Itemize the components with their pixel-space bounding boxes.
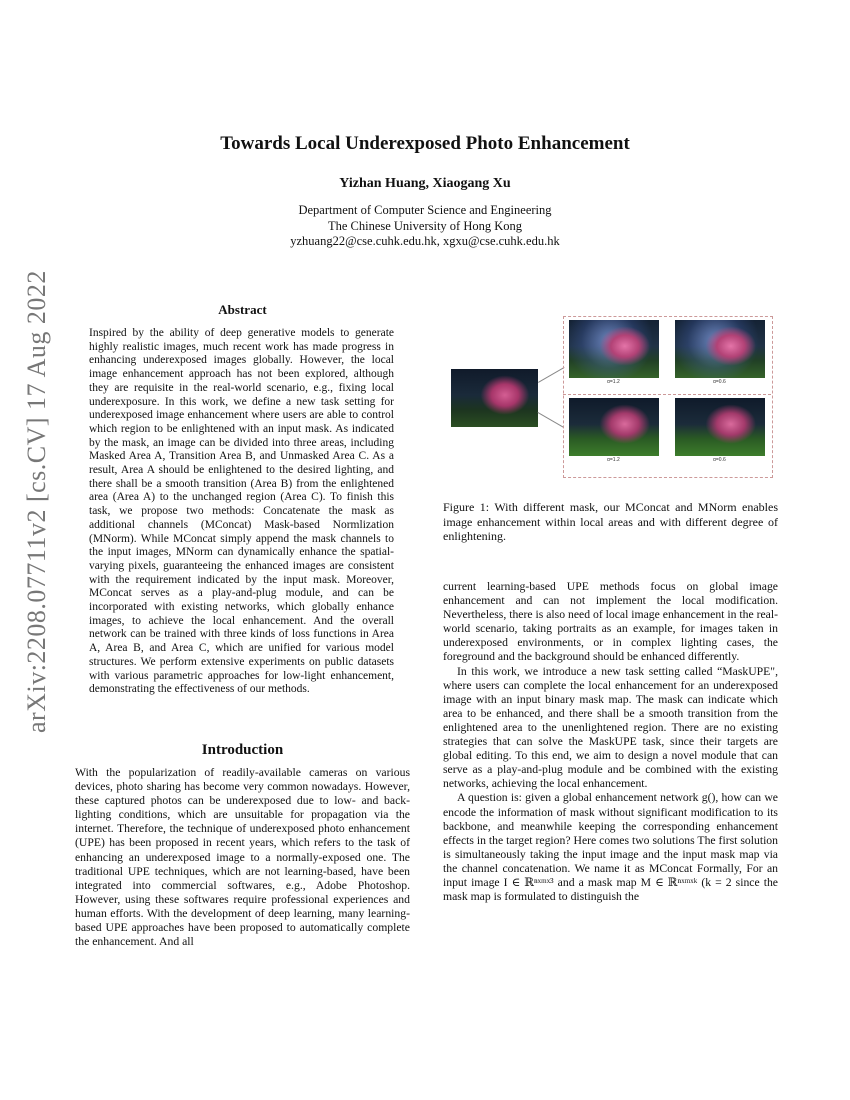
alpha-label-bottom-right: α=0.6 [713, 457, 726, 463]
result-photo-top-left [569, 320, 659, 378]
right-column-body [443, 580, 778, 904]
alpha-label-top-right: α=0.6 [713, 379, 726, 385]
arxiv-sidebar [20, 270, 60, 733]
result-photo-bottom-right [675, 398, 765, 456]
introduction-heading: Introduction [201, 742, 284, 758]
connector-line-bottom [538, 412, 564, 428]
paragraph-global-vs-local: current learning-based UPE methods focus on global image enhancement and can not implement the local modification. Nevertheless, there is also need of local image enhancement in the real-world scenario, taking portraits as an example, for images taken in underexposed environments, or in complex lighting cases, the foreground and the background should be enhanced differently. [443, 580, 778, 664]
paper-authors: Yizhan Huang, Xiaogang Xu [339, 176, 511, 191]
affiliation-emails: yzhuang22@cse.cuhk.edu.hk, xgxu@cse.cuhk.edu.hk [290, 234, 560, 248]
affiliation-university: The Chinese University of Hong Kong [327, 218, 523, 233]
affiliation-block [0, 203, 850, 250]
abstract-heading: Abstract [218, 302, 267, 317]
result-photo-top-right [675, 320, 765, 378]
alpha-label-bottom-left: α=1.2 [607, 457, 620, 463]
paragraph-question: A question is: given a global enhancement network g(), how can we encode the information of mask without significant modification to its backbone, and meanwhile keeping the corresponding enhancement effects in the target region? Here comes two solutions The first solution is simultaneously taking the input image and the input mask map via the channel concatenation. We name it as MConcat Formally, For an input image I ∈ ℝⁿˣᵐˣ³ and a mask map M ∈ ℝⁿˣᵐˣᵏ (k = 2 since the mask map is formulated to distinguish the [443, 791, 778, 904]
abstract-text: Inspired by the ability of deep generative models to generate highly realistic images, much recent work has made progress in enhancing underexposed images globally. However, the local image enhancement approach has not been explored, although they are requisite in the real-world scenario, e.g., fixing local underexposure. In this work, we define a new task setting for underexposed image enhancement where users are able to control which region to be enlightened with an input mask. As indicated by the mask, an image can be divided into three areas, including Masked Area A, Transition Area B, and Unmasked Area C. As a result, Area A should be enlightened to the desired lighting, and there shall be a smooth transition (Area B) from the enlightened area (Area A) to the unchanged region (Area C). To finish this task, we propose two methods: Concatenate the mask as additional channels (MConcat) Mask-based Normlization (MNorm). While MConcat simply append the mask channels to the input images, MNorm can dynamically enhance the spatial-varying pixels, guaranteeing the enhanced images are consistent with the requirement indicated by the input mask. Moreover, MConcat serves as a play-and-plug module, and can be incorporated with existing networks, which globally enhance images, to achieve the local enhancement. And the overall network can be trained with three kinds of loss functions in Area A, Area B, and Area C, which are unified for various model structures. We perform extensive experiments on public datasets with various parametric approaches for low-light enhancement, demonstrating the effectiveness of our methods. [89, 327, 394, 696]
paragraph-maskupe: In this work, we introduce a new task setting called “MaskUPE", where users can complete the local enhancement for an underexposed image with an input binary mask map. The mask can indicate which area to be enhanced, and there shall be a smooth transition from the enlightened area to the unenlightened region. There are no existing strategies that can solve the MaskUPE task, since their targets are global editing. To this end, we aim to design a novel module that can serve as a play-and-plug module and be combined with the existing networks, achieving the local enhancement. [443, 664, 778, 791]
result-photo-bottom-left [569, 398, 659, 456]
connector-line-top [538, 367, 564, 383]
paper-title: Towards Local Underexposed Photo Enhancement [220, 133, 630, 154]
introduction-text: With the popularization of readily-available cameras on various devices, photo sharing has become very common nowadays. However, these captured photos can be underexposed due to low- and back-lighting conditions, which are unsuitable for propagation via the internet. Therefore, the technique of underexposed photo enhancement (UPE) has been proposed in recent years, which refers to the task of enhancing an underexposed image to a normally-exposed one. The traditional UPE techniques, which are not learning-based, have been integrated into commercial softwares, e.g., Adobe Photoshop. However, using these softwares require professional experiences and human efforts. With the development of deep learning, many learning-based UPE approaches have been proposed to automatically complete the enhancement. And all [75, 766, 410, 949]
results-divider [563, 394, 771, 395]
arxiv-identifier: arXiv:2208.07711v2 [cs.CV] 17 Aug 2022 [22, 270, 51, 733]
figure-1-caption: Figure 1: With different mask, our MConcat and MNorm enables image enhancement within local areas and with different degree of enlightening. [443, 500, 778, 543]
input-photo [451, 369, 538, 427]
figure-1 [443, 312, 778, 482]
affiliation-department: Department of Computer Science and Engineering [298, 203, 552, 217]
alpha-label-top-left: α=1.2 [607, 379, 620, 385]
